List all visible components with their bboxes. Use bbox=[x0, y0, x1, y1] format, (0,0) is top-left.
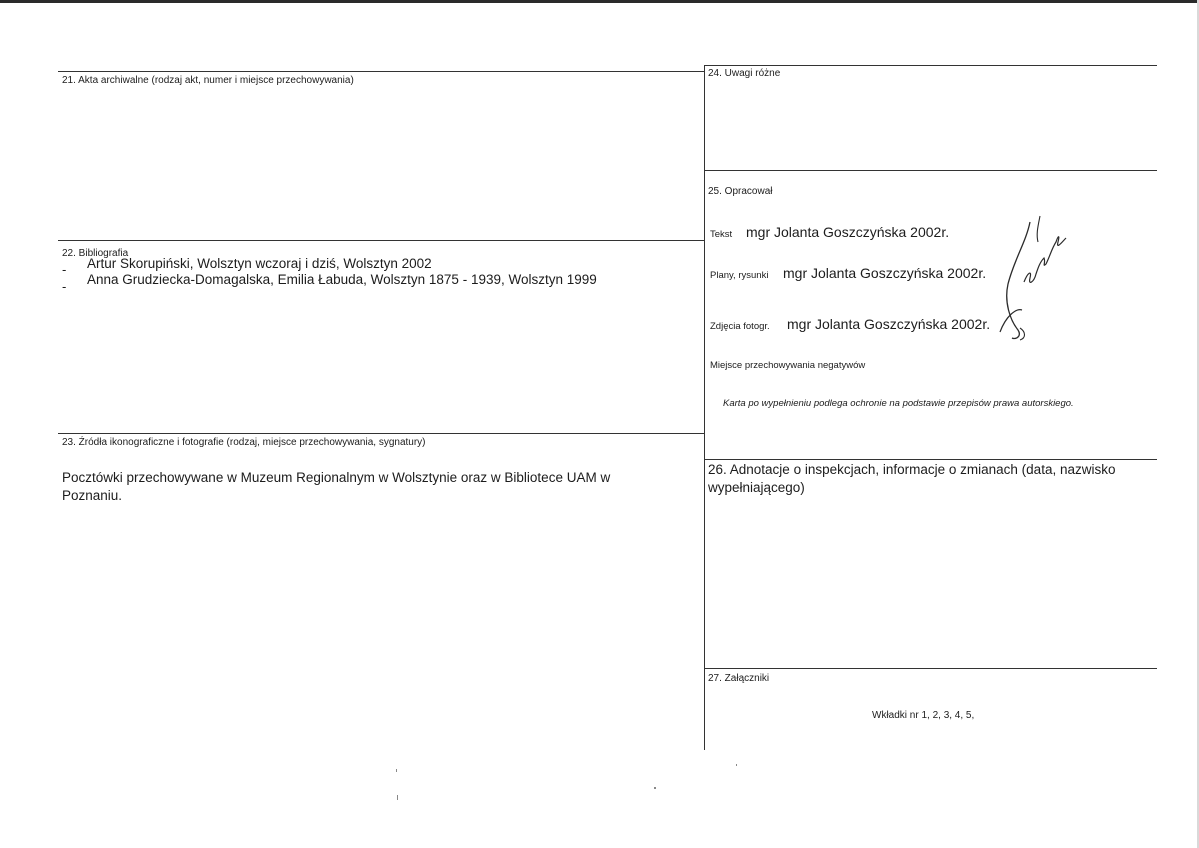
section-27-label: 27. Załączniki bbox=[708, 673, 770, 684]
section-26-label-cont: wypełniającego) bbox=[708, 480, 805, 495]
scan-speck bbox=[397, 795, 398, 800]
iconographic-sources-text-cont: Poznaniu. bbox=[62, 488, 123, 503]
center-divider bbox=[704, 65, 705, 750]
section-22-label: 22. Bibliografia bbox=[62, 248, 129, 259]
bibliography-item: Artur Skorupiński, Wolsztyn wczoraj i dziś, Wolsztyn 2002 bbox=[87, 256, 432, 271]
photos-author-label: Zdjęcia fotogr. bbox=[710, 321, 770, 332]
bullet-dash: - bbox=[62, 279, 67, 294]
rule-25-26 bbox=[704, 459, 1157, 460]
handwritten-signature bbox=[996, 212, 1072, 344]
scan-speck bbox=[396, 769, 397, 772]
bibliography-item: Anna Grudziecka-Domagalska, Emilia Łabuda, Wolsztyn 1875 - 1939, Wolsztyn 1999 bbox=[87, 272, 597, 287]
text-author-label: Tekst bbox=[710, 229, 733, 240]
text-author-value: mgr Jolanta Goszczyńska 2002r. bbox=[746, 224, 950, 240]
scan-speck bbox=[654, 787, 656, 789]
right-top-rule bbox=[704, 65, 1157, 66]
scan-speck bbox=[736, 764, 737, 766]
section-21-label: 21. Akta archiwalne (rodzaj akt, numer i miejsce przechowywania) bbox=[62, 75, 354, 86]
rule-24-25 bbox=[704, 170, 1157, 171]
bullet-dash: - bbox=[62, 262, 67, 277]
plans-author-value: mgr Jolanta Goszczyńska 2002r. bbox=[783, 265, 987, 281]
rule-21-22 bbox=[58, 240, 704, 241]
attachments-value: Wkładki nr 1, 2, 3, 4, 5, bbox=[872, 710, 975, 721]
copyright-note: Karta po wypełnieniu podlega ochronie na podstawie przepisów prawa autorskiego. bbox=[723, 398, 1074, 409]
section-25-label: 25. Opracował bbox=[708, 186, 773, 197]
iconographic-sources-text: Pocztówki przechowywane w Muzeum Regionalnym w Wolsztynie oraz w Bibliotece UAM w bbox=[62, 470, 611, 485]
rule-22-23 bbox=[58, 433, 704, 434]
section-23-label: 23. Źródła ikonograficzne i fotografie (rodzaj, miejsce przechowywania, sygnatury) bbox=[62, 437, 426, 448]
negatives-location-label: Miejsce przechowywania negatywów bbox=[710, 360, 866, 371]
section-26-label: 26. Adnotacje o inspekcjach, informacje o zmianach (data, nazwisko bbox=[708, 462, 1116, 477]
plans-author-label: Plany, rysunki bbox=[710, 270, 769, 281]
scan-top-edge bbox=[0, 0, 1199, 3]
section-24-label: 24. Uwagi różne bbox=[708, 68, 781, 79]
photos-author-value: mgr Jolanta Goszczyńska 2002r. bbox=[787, 316, 991, 332]
left-top-rule bbox=[58, 71, 704, 72]
rule-26-27 bbox=[704, 668, 1157, 669]
